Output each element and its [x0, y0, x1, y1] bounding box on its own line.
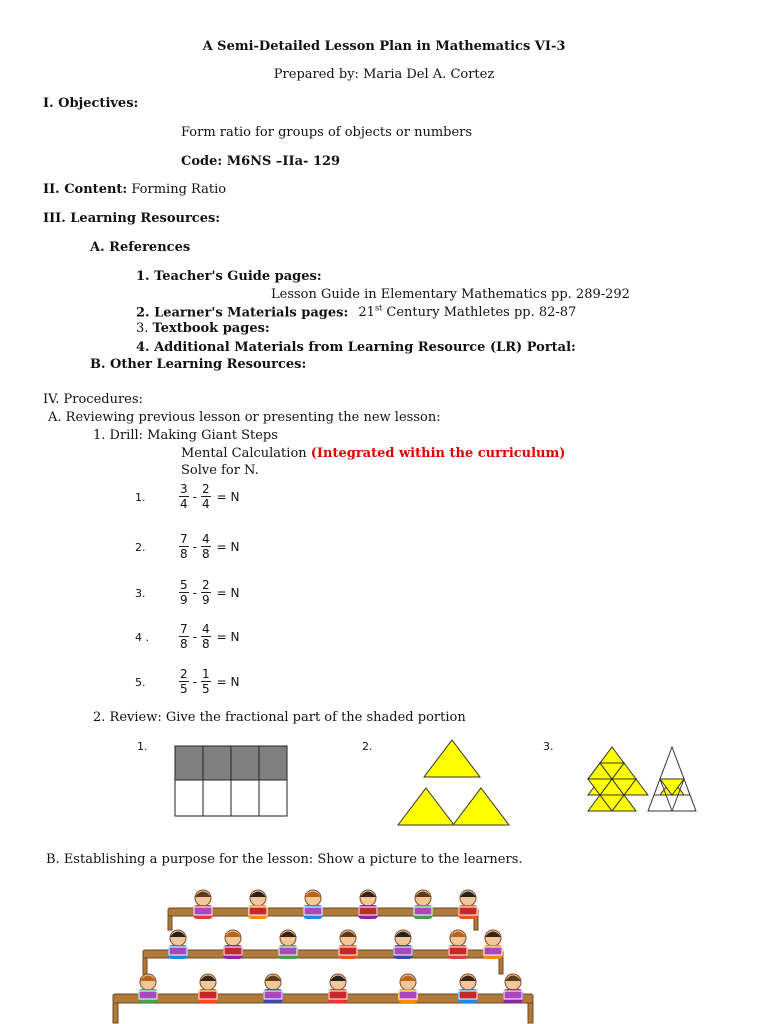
fraction-expression [179, 532, 239, 561]
figure-2-label: 2. [362, 740, 373, 753]
textbook-label: Textbook pages: [152, 321, 270, 336]
operator: - [192, 539, 197, 554]
operator: - [192, 489, 197, 504]
student-book [199, 991, 217, 999]
student-book [449, 947, 467, 955]
procedures-heading: IV. Procedures: [43, 392, 143, 407]
purpose-instruction: B. Establishing a purpose for the lesson: Show a picture to the learners. [46, 852, 523, 867]
student-book [414, 907, 432, 915]
problem-number: 3. [135, 587, 146, 600]
operator: - [192, 629, 197, 644]
fraction-2: $\frac{2}{9}$ [201, 578, 210, 607]
fraction-1: 3 4 [180, 482, 188, 511]
student-book [249, 907, 267, 915]
learners-materials-detail: 21st Century Mathletes pp. 82-87 [358, 304, 577, 321]
content-line [43, 182, 226, 197]
student-book [279, 947, 297, 955]
review-instruction: 2. Review: Give the fractional part of the shaded portion [93, 710, 466, 725]
fraction-expression [179, 482, 239, 511]
learners-materials-label: 2. Learner's Materials pages: [136, 305, 349, 321]
student-book [224, 947, 242, 955]
empty-cell [231, 780, 259, 816]
student-book [169, 947, 187, 955]
operator: - [192, 674, 197, 689]
equals-n: = N [216, 489, 240, 504]
fraction-1: 7 8 [180, 532, 188, 561]
fraction-expression [179, 622, 239, 651]
fraction-2: $\frac{2}{4}$ [201, 482, 210, 511]
student-book [484, 947, 502, 955]
objectives-code: Code: M6NS –IIa- 129 [181, 154, 341, 169]
additional-materials-label: 4. Additional Materials from Learning Resource (LR) Portal: [136, 340, 576, 355]
review-lesson-heading: A. Reviewing previous lesson or presenting the new lesson: [48, 410, 441, 425]
student-book [399, 991, 417, 999]
references-heading: A. References [90, 240, 191, 255]
fraction-1: 7 8 [180, 622, 188, 651]
objectives-heading: I. Objectives: [43, 96, 139, 111]
fraction-expression [179, 578, 239, 607]
teachers-guide-detail: Lesson Guide in Elementary Mathematics pp. 289-292 [271, 287, 630, 302]
student-book [304, 907, 322, 915]
teachers-guide-label: 1. Teacher's Guide pages: [136, 269, 322, 284]
learners-materials-line [136, 304, 576, 320]
equals-n: = N [216, 629, 240, 644]
figure-3-label: 3. [543, 740, 554, 753]
triangle-bottom-left [398, 788, 454, 825]
textbook-number: 3. [136, 321, 149, 336]
triangle-bottom-right [453, 788, 509, 825]
integrated-note: (Integrated within the curriculum) [310, 446, 566, 461]
student-book [264, 991, 282, 999]
content-label: II. Content: [43, 182, 128, 197]
other-resources-label: B. Other Learning Resources: [90, 357, 307, 372]
fraction-1: 2 5 [180, 667, 188, 696]
triangle-top [424, 740, 480, 777]
shaded-cell [231, 746, 259, 780]
fraction-2: $\frac{4}{8}$ [201, 622, 210, 651]
student-book [139, 991, 157, 999]
operator: - [192, 585, 197, 600]
problem-number: 5. [135, 676, 146, 689]
textbook-line [136, 321, 270, 336]
solve-instruction: Solve for N. [181, 463, 259, 478]
equals-n: = N [216, 674, 240, 689]
problem-number: 4 . [135, 631, 149, 644]
fraction-expression [179, 667, 239, 696]
fraction-1: 5 9 [180, 578, 188, 607]
figure-2-triangles [396, 738, 512, 828]
shaded-cell [203, 746, 231, 780]
equals-n: = N [216, 585, 240, 600]
figure-1-rectangles [174, 745, 290, 817]
shaded-cell [175, 746, 203, 780]
student-book [459, 907, 477, 915]
shaded-cell [259, 746, 287, 780]
problem-number: 1. [135, 491, 146, 504]
student-book [504, 991, 522, 999]
mental-calc-line [181, 446, 565, 461]
empty-cell [203, 780, 231, 816]
classroom-illustration [108, 888, 538, 1024]
student-book [459, 991, 477, 999]
fraction-2: $\frac{1}{5}$ [201, 667, 210, 696]
student-book [329, 991, 347, 999]
empty-cell [259, 780, 287, 816]
student-book [394, 947, 412, 955]
drill-label: 1. Drill: Making Giant Steps [93, 428, 278, 443]
equals-n: = N [216, 539, 240, 554]
student-book [194, 907, 212, 915]
figure-1-label: 1. [137, 740, 148, 753]
student-book [359, 907, 377, 915]
resources-heading: III. Learning Resources: [43, 211, 221, 226]
objectives-text: Form ratio for groups of objects or numbers [181, 125, 473, 140]
student-book [339, 947, 357, 955]
content-value: Forming Ratio [131, 182, 227, 197]
empty-cell [175, 780, 203, 816]
prepared-by: Prepared by: Maria Del A. Cortez [273, 67, 495, 82]
fraction-2: $\frac{4}{8}$ [201, 532, 210, 561]
mental-calc-label: Mental Calculation [181, 446, 307, 461]
problem-number: 2. [135, 541, 146, 554]
figure-3-triangles [586, 745, 700, 815]
document-title: A Semi-Detailed Lesson Plan in Mathematics VI-3 [202, 39, 566, 54]
